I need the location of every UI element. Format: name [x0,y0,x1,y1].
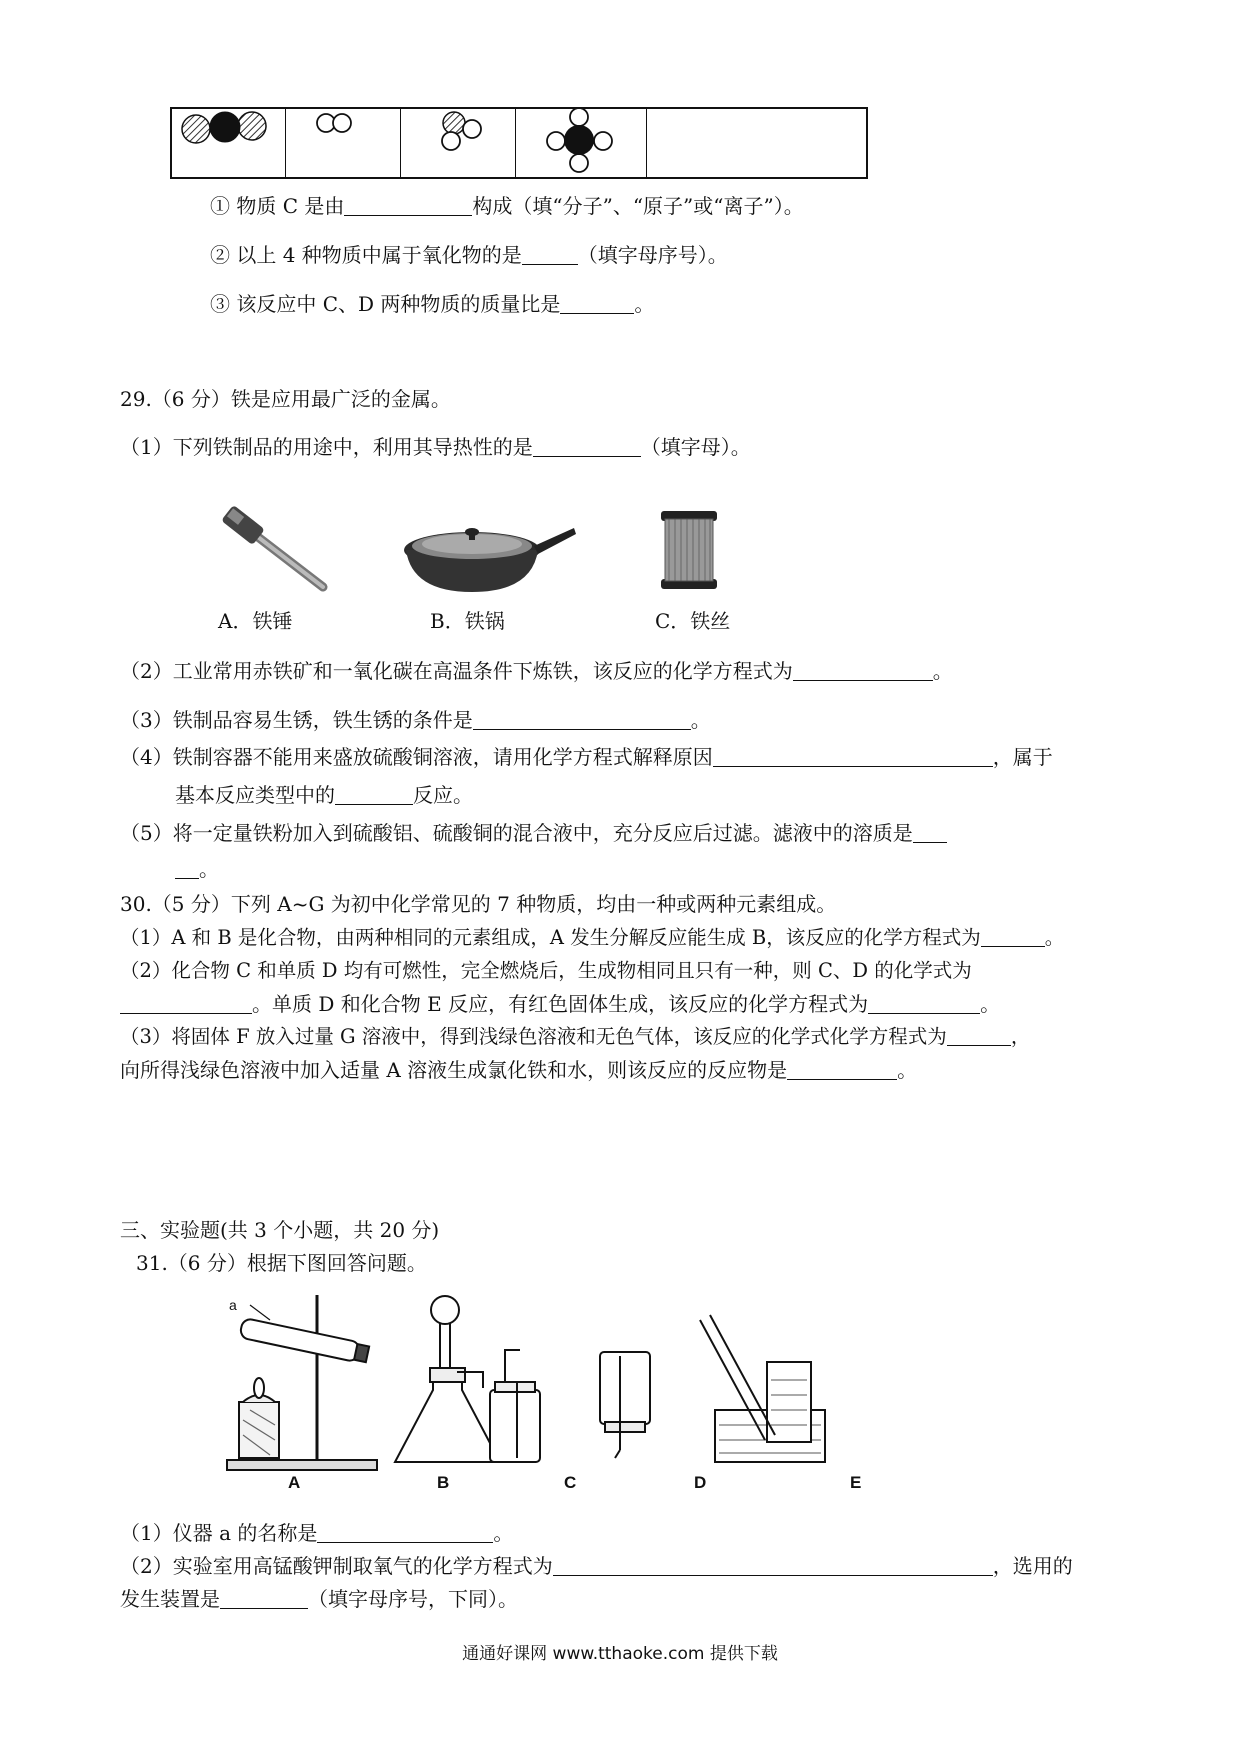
q29-blank-6-cont[interactable] [175,858,199,879]
q29-part-1 [120,434,751,460]
q29-blank-4[interactable] [713,746,993,767]
q30-blank-1[interactable] [981,926,1045,947]
q30-part-2-text: 。单质 D 和化合物 E 反应，有红色固体生成，该反应的化学方程式为 [252,992,869,1016]
q31-part-1-text: （1）仪器 a 的名称是 [120,1521,318,1545]
q29-part-4-cont-text: 基本反应类型中的 [175,783,335,807]
q29-part-5-text: （5）将一定量铁粉加入到硫酸铝、硫酸铜的混合液中，充分反应后过滤。滤液中的溶质是 [120,821,913,845]
q31-blank-3[interactable] [220,1588,308,1609]
apparatus-b-diagram [395,1296,500,1462]
q30-part-3-cont-text: 向所得浅绿色溶液中加入适量 A 溶液生成氯化铁和水，则该反应的反应物是 [120,1058,788,1082]
q30-blank-2[interactable] [120,993,252,1014]
q30-part-2-suffix: 。 [980,992,1001,1016]
q31-part-2-cont-text: 发生装置是 [120,1587,220,1611]
apparatus-d-diagram [600,1352,650,1458]
q30-part-2: （2）化合物 C 和单质 D 均有可燃性，完全燃烧后，生成物相同且只有一种，则 C、D 的化学式为 [120,959,972,982]
q28-blank-3[interactable] [560,293,634,314]
q30-part-1-text: （1）A 和 B 是化合物，由两种相同的元素组成，A 发生分解反应能生成 B，该反应的化学方程式为 [120,926,981,949]
q30-blank-4[interactable] [947,1025,1011,1046]
q29-blank-3[interactable] [473,709,691,730]
q31-blank-2[interactable] [553,1555,993,1576]
apparatus-e-diagram [700,1315,825,1462]
molecule-cell-c [401,109,516,177]
q31-part-2-text: （2）实验室用高锰酸钾制取氧气的化学方程式为 [120,1554,553,1578]
q28-blank-1[interactable] [344,195,472,216]
q29-part-1-suffix: （填字母）。 [640,435,751,459]
q29-part-4-suffix: ，属于 [992,745,1053,769]
q30-blank-5[interactable] [787,1059,897,1080]
q29-part-5-suffix: 。 [199,857,219,881]
q29-part-2 [120,658,953,684]
q29-blank-5[interactable] [335,784,413,805]
q31-part-2-cont-suffix: （填字母序号，下同）。 [308,1587,518,1611]
section-3-title: 三、实验题(共 3 个小题，共 20 分) [120,1218,440,1242]
q29-part-2-suffix: 。 [932,659,953,683]
molecule-cell-b [286,109,401,177]
q28-blank-2[interactable] [522,244,578,265]
q31-part-2 [120,1553,1073,1579]
q29-part-3 [120,707,711,733]
hammer-image [215,505,330,595]
q29-part-4 [120,744,1053,770]
molecule-c-diagram [401,109,511,169]
q29-blank-6[interactable] [913,822,947,843]
q28-item-1-text: ① 物质 C 是由 [210,194,345,218]
q29-part-4-cont [175,782,473,808]
q30-part-2-cont [120,991,1000,1017]
q29-part-5 [120,820,947,846]
q28-item-3-text: ③ 该反应中 C、D 两种物质的质量比是 [210,292,561,316]
q29-part-4-cont-suffix: 反应。 [413,783,473,807]
label-hammer: A．铁锤 [218,609,293,633]
apparatus-label-d: D [694,1473,707,1492]
apparatus-label-c: C [564,1473,577,1492]
q29-part-3-text: （3）铁制品容易生锈，铁生锈的条件是 [120,708,473,732]
q28-item-1-suffix: 构成（填“分子”、“原子”或“离子”）。 [472,194,804,218]
wok-image [402,510,577,595]
instrument-a-label: a [229,1297,237,1313]
molecule-cell-a [172,109,286,177]
q30-part-1 [120,925,1064,951]
q30-part-1-suffix: 。 [1044,926,1065,949]
page-footer: 通通好课网 www.tthaoke.com 提供下载 [462,1644,778,1664]
q29-blank-2[interactable] [793,660,933,681]
q30-part-3-cont-suffix: 。 [897,1058,918,1082]
molecule-cell-empty [647,109,866,177]
q28-item-3-suffix: 。 [634,292,655,316]
molecule-b-diagram [286,109,396,169]
q29-part-2-text: （2）工业常用赤铁矿和一氧化碳在高温条件下炼铁，该反应的化学方程式为 [120,659,793,683]
q29-part-1-text: （1）下列铁制品的用途中，利用其导热性的是 [120,435,533,459]
apparatus-label-a: A [288,1473,301,1492]
q30-part-3-suffix: ， [1010,1025,1031,1048]
q28-item-2 [210,242,728,268]
iron-wire-spool-image [655,505,725,595]
q30-part-3 [120,1024,1030,1050]
label-wire: C．铁丝 [655,609,731,633]
q30-blank-3[interactable] [868,993,980,1014]
q31-part-1-suffix: 。 [493,1521,514,1545]
molecule-d-diagram [516,109,644,179]
q31-part-1 [120,1520,513,1546]
q31-title: 31.（6 分）根据下图回答问题。 [136,1251,427,1275]
q29-part-5-cont [175,856,219,882]
q31-part-2-cont [120,1586,518,1612]
molecule-a-diagram [172,109,282,169]
q31-part-2-suffix: ，选用的 [992,1554,1073,1578]
apparatus-label-b: B [437,1473,450,1492]
apparatus-label-e: E [850,1473,862,1492]
q31-blank-1[interactable] [317,1522,493,1543]
apparatus-a-diagram [227,1295,377,1470]
apparatus-c-diagram [490,1350,540,1462]
q28-item-3 [210,291,654,317]
molecule-table [170,107,868,179]
q29-blank-1[interactable] [533,436,641,457]
q30-part-3-text: （3）将固体 F 放入过量 G 溶液中，得到浅绿色溶液和无色气体，该反应的化学式化学方程式为 [120,1025,947,1048]
q30-part-3-cont [120,1057,917,1083]
q30-title: 30.（5 分）下列 A~G 为初中化学常见的 7 种物质，均由一种或两种元素组成。 [120,892,837,916]
label-wok: B．铁锅 [430,609,505,633]
q29-title: 29.（6 分）铁是应用最广泛的金属。 [120,387,451,411]
q29-part-4-text: （4）铁制容器不能用来盛放硫酸铜溶液，请用化学方程式解释原因 [120,745,713,769]
q28-item-2-text: ② 以上 4 种物质中属于氧化物的是 [210,243,522,267]
lab-apparatus-figure [225,1290,1015,1480]
q28-item-2-suffix: （填字母序号）。 [577,243,728,267]
q29-part-3-suffix: 。 [690,708,711,732]
molecule-cell-d [516,109,647,177]
q28-item-1 [210,193,804,219]
